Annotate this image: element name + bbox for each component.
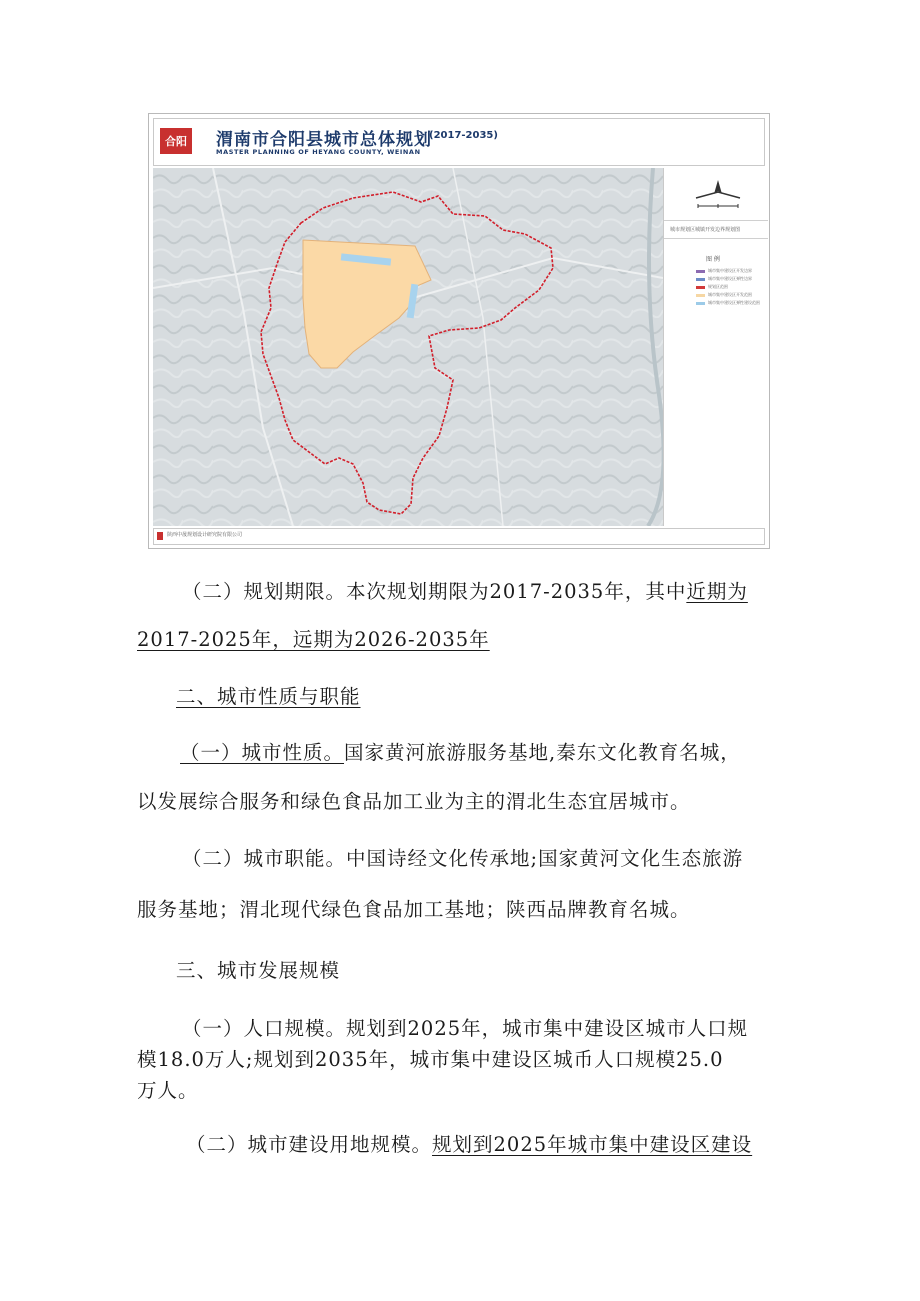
legend-label: 城市集中建设区弹性边界 [708,276,752,281]
map-footer-text: 陕西中晟规划设计研究院有限公司 [167,532,243,538]
paragraph-planning-period-line2: 2017-2025年，远期为2026-2035年 [137,628,490,651]
heyang-logo: 合阳 [160,128,192,154]
text-run: （二）城市建设用地规模。 [186,1133,433,1156]
paragraph-population-line3: 万人。 [137,1079,199,1102]
legend-item [696,300,760,306]
legend-swatch [696,294,705,297]
text-run: 国家黄河旅游服务基地,秦东文化教育名城， [344,741,741,764]
map-title-bar [153,118,765,166]
section-heading-development-scale: 三、城市发展规模 [176,959,341,982]
text-run-underlined: 规划到2025年城市集中建设区建设 [432,1133,753,1156]
paragraph-city-nature-line2: 以发展综合服务和绿色食品加工业为主的渭北生态宜居城市。 [137,790,691,813]
text-run: （二）规划期限。本次规划期限为2017-2035年，其中 [182,580,687,603]
paragraph-land-scale-line1 [186,1132,752,1158]
legend-item [696,268,752,274]
paragraph-city-function-line1: （二）城市职能。中国诗经文化传承地;国家黄河文化生态旅游 [182,847,744,870]
paragraph-city-nature-line1 [180,740,741,766]
legend-item [696,292,752,298]
map-side-caption: 城市规划区城镇开发边界规划图 [670,227,741,233]
legend-label: 城市集中建设区弹性建设范围 [708,300,760,305]
legend-swatch [696,286,705,289]
legend-swatch [696,278,705,281]
terrain-background [153,168,663,526]
planning-map-figure [148,113,770,549]
company-logo-icon [157,532,163,540]
section-heading-nature-function: 二、城市性质与职能 [176,685,361,708]
map-years: (2017-2035) [429,130,498,141]
map-subtitle: MASTER PLANNING OF HEYANG COUNTY, WEINAN [216,148,421,156]
north-arrow-icon [688,174,748,214]
text-run-underlined: 近期为 [686,580,748,603]
map-canvas [153,168,663,526]
legend-item [696,276,752,282]
map-footer [153,528,765,545]
legend-swatch [696,270,705,273]
paragraph-population-line1: （一）人口规模。规划到2025年，城市集中建设区城市人口规 [182,1017,749,1040]
paragraph-city-function-line2: 服务基地；渭北现代绿色食品加工基地；陕西品牌教育名城。 [137,898,691,921]
legend-item [696,284,728,290]
paragraph-population-line2: 模18.0万人;规划到2035年，城市集中建设区城币人口规模25.0 [137,1048,724,1071]
map-legend-panel [663,168,767,526]
paragraph-planning-period-line1 [182,579,748,605]
legend-label: 城市集中建设区开发范围 [708,292,752,297]
legend-label: 城市集中建设区开发边界 [708,268,752,273]
legend-title: 图 例 [706,256,720,263]
map-title: 渭南市合阳县城市总体规划 [216,130,432,150]
text-run-underlined: （一）城市性质。 [180,741,345,764]
legend-label: 规划区范围 [708,284,728,289]
legend-swatch [696,302,705,305]
